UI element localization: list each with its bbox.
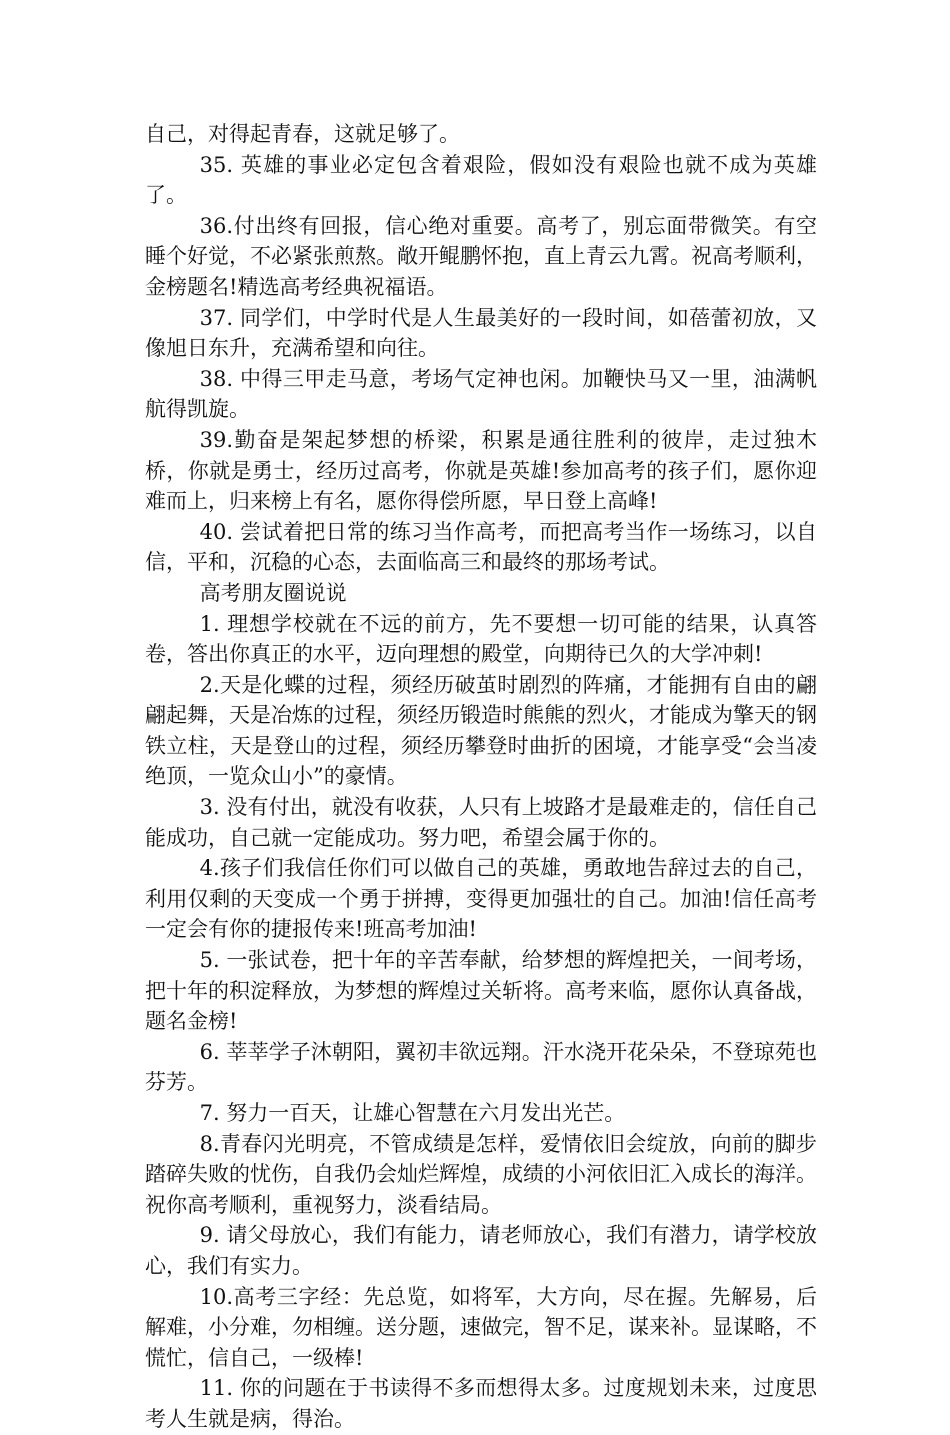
paragraph-5: 5. 一张试卷，把十年的辛苦奉献，给梦想的辉煌把关，一间考场，把十年的积淀释放，为梦想的辉煌过关斩将。高考来临，愿你认真备战，题名金榜! xyxy=(145,948,817,1034)
paragraph-39: 39.勤奋是架起梦想的桥梁，积累是通往胜利的彼岸，走过独木桥，你就是勇士，经历过高考，你就是英雄!参加高考的孩子们，愿你迎难而上，归来榜上有名，愿你得偿所愿，早日登上高峰! xyxy=(145,427,817,514)
paragraph-11: 11. 你的问题在于书读得不多而想得太多。过度规划未来，过度思考人生就是病，得治。 xyxy=(145,1376,817,1431)
section-heading: 高考朋友圈说说 xyxy=(199,580,347,605)
paragraph-35: 35. 英雄的事业必定包含着艰险，假如没有艰险也就不成为英雄了。 xyxy=(145,152,817,208)
paragraph-34-tail: 自己，对得起青春，这就足够了。 xyxy=(145,122,460,146)
paragraph-38: 38. 中得三甲走马意，考场气定神也闲。加鞭快马又一里，油满帆航得凯旋。 xyxy=(145,366,817,422)
paragraph-36: 36.付出终有回报，信心绝对重要。高考了，别忘面带微笑。有空睡个好觉，不必紧张煎熬。敞开鲲鹏怀抱，直上青云九霄。祝高考顺利，金榜题名!精选高考经典祝福语。 xyxy=(145,213,817,299)
paragraph-10: 10.高考三字经：先总览，如将军，大方向，尽在握。先解易，后解难，小分难，勿相缠。送分题，速做完，智不足，谋来补。显谋略，不慌忙，信自己，一级棒! xyxy=(145,1284,817,1370)
paragraph-9: 9. 请父母放心，我们有能力，请老师放心，我们有潜力，请学校放心，我们有实力。 xyxy=(145,1223,817,1278)
paragraph-37: 37. 同学们，中学时代是人生最美好的一段时间，如蓓蕾初放，又像旭日东升，充满希望和向往。 xyxy=(145,305,817,361)
paragraph-40: 40. 尝试着把日常的练习当作高考，而把高考当作一场练习，以自信，平和，沉稳的心态，去面临高三和最终的那场考试。 xyxy=(145,519,817,575)
document-body xyxy=(145,119,817,1435)
paragraph-7: 7. 努力一百天，让雄心智慧在六月发出光芒。 xyxy=(199,1101,626,1125)
paragraph-8: 8.青春闪光明亮，不管成绩是怎样，爱情依旧会绽放，向前的脚步踏碎失败的忧伤，自我仍会灿烂辉煌，成绩的小河依旧汇入成长的海洋。祝你高考顺利，重视努力，淡看结局。 xyxy=(145,1131,817,1217)
paragraph-4: 4.孩子们我信任你们可以做自己的英雄，勇敢地告辞过去的自己，利用仅剩的天变成一个勇于拼搏，变得更加强壮的自己。加油!信任高考一定会有你的捷报传来!班高考加油! xyxy=(145,856,817,942)
paragraph-1: 1. 理想学校就在不远的前方，先不要想一切可能的结果，认真答卷，答出你真正的水平，迈向理想的殿堂，向期待已久的大学冲刺! xyxy=(145,611,817,667)
paragraph-2: 2.天是化蝶的过程，须经历破茧时剧烈的阵痛，才能拥有自由的翩翩起舞，天是冶炼的过程，须经历锻造时熊熊的烈火，才能成为擎天的钢铁立柱，天是登山的过程，须经历攀登时曲折的困境，才能享受“会当凌绝顶，一览众山小”的豪情。 xyxy=(145,672,817,789)
paragraph-3: 3. 没有付出，就没有收获，人只有上坡路才是最难走的，信任自己能成功，自己就一定能成功。努力吧，希望会属于你的。 xyxy=(145,795,817,850)
paragraph-6: 6. 莘莘学子沐朝阳，翼初丰欲远翔。汗水浇开花朵朵，不登琼苑也芬芳。 xyxy=(145,1039,817,1095)
